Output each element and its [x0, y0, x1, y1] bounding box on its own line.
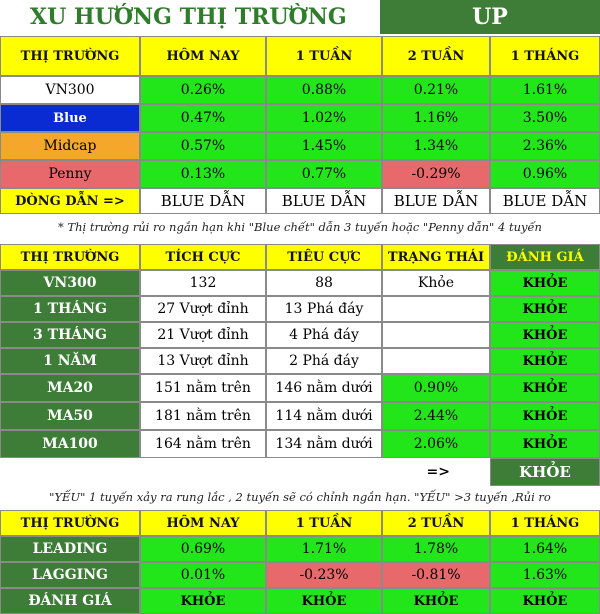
table-cell: 0.69% [140, 536, 266, 562]
table-cell: 1.71% [266, 536, 382, 562]
table-row [0, 322, 600, 348]
table-cell: 0.01% [140, 562, 266, 588]
row-label: DÒNG DẪN => [0, 188, 140, 214]
table-cell: 134 nằm dưới [266, 430, 382, 458]
trend-status-badge: UP [380, 0, 600, 34]
table-row [0, 562, 600, 588]
table-cell: 132 [140, 270, 266, 296]
column-header: TIÊU CỰC [266, 244, 382, 270]
table-row [0, 374, 600, 402]
column-header: 2 TUẦN [382, 510, 490, 536]
table-cell: 2 Phá đáy [266, 348, 382, 374]
row-label: VN300 [0, 270, 140, 296]
table-cell [382, 322, 490, 348]
row-label: Blue [0, 104, 140, 132]
table-cell: 0.47% [140, 104, 266, 132]
column-header: 1 THÁNG [490, 36, 600, 76]
row-label: 1 THÁNG [0, 296, 140, 322]
table-cell: 0.96% [490, 160, 600, 188]
table-cell [382, 348, 490, 374]
table-cell: 0.90% [382, 374, 490, 402]
column-header: 2 TUẦN [382, 36, 490, 76]
row-label: 1 NĂM [0, 348, 140, 374]
column-header: 1 TUẦN [266, 510, 382, 536]
table-cell: 164 nằm trên [140, 430, 266, 458]
table-cell: 0.88% [266, 76, 382, 104]
table-row [0, 296, 600, 322]
column-header: HÔM NAY [140, 36, 266, 76]
risk-note: * Thị trường rủi ro ngắn hạn khi "Blue chết" dẫn 3 tuyến hoặc "Penny dẫn" 4 tuyến [58, 220, 542, 234]
table-cell: 1.02% [266, 104, 382, 132]
row-label: LEADING [0, 536, 140, 562]
table-cell: 2.44% [382, 402, 490, 430]
table-cell: 27 Vượt đỉnh [140, 296, 266, 322]
column-header: ĐÁNH GIÁ [490, 244, 600, 270]
table-cell: KHỎE [140, 588, 266, 614]
table-cell: KHỎE [266, 588, 382, 614]
table-cell: 1.63% [490, 562, 600, 588]
title-row [0, 0, 600, 34]
summary-arrow: => [426, 464, 450, 480]
table-cell: -0.23% [266, 562, 382, 588]
column-header: THỊ TRƯỜNG [0, 36, 140, 76]
column-header: 1 THÁNG [490, 510, 600, 536]
table-cell: KHỎE [490, 348, 600, 374]
table-cell: 88 [266, 270, 382, 296]
table-cell: BLUE DẪN [266, 188, 382, 214]
table-row [0, 588, 600, 614]
table-cell: Khỏe [382, 270, 490, 296]
table-cell: 4 Phá đáy [266, 322, 382, 348]
table-cell: 1.45% [266, 132, 382, 160]
table-row [0, 430, 600, 458]
table-cell: BLUE DẪN [382, 188, 490, 214]
table1-header-row [0, 36, 600, 76]
table-cell: KHỎE [490, 430, 600, 458]
table-cell: 21 Vượt đỉnh [140, 322, 266, 348]
table-cell: 1.16% [382, 104, 490, 132]
table-cell: BLUE DẪN [140, 188, 266, 214]
table-cell: 0.13% [140, 160, 266, 188]
row-label: Penny [0, 160, 140, 188]
table-cell [382, 296, 490, 322]
table-row [0, 160, 600, 188]
table-cell: 1.61% [490, 76, 600, 104]
row-label: Midcap [0, 132, 140, 160]
table-cell: KHỎE [490, 402, 600, 430]
row-label: MA20 [0, 374, 140, 402]
table-cell: 146 nằm dưới [266, 374, 382, 402]
column-header: THỊ TRƯỜNG [0, 244, 140, 270]
table-cell: 1.78% [382, 536, 490, 562]
summary-row [0, 458, 600, 486]
column-header: 1 TUẦN [266, 36, 382, 76]
table-cell: 114 nằm dưới [266, 402, 382, 430]
table-cell: 13 Vượt đỉnh [140, 348, 266, 374]
table-cell: KHỎE [490, 322, 600, 348]
table-row [0, 348, 600, 374]
table-row [0, 76, 600, 104]
weakness-note: "YẾU" 1 tuyến xảy ra rung lắc , 2 tuyến sẽ có chỉnh ngắn hạn. "YẾU" >3 tuyến ,Rủi ro [49, 490, 551, 504]
table-row [0, 104, 600, 132]
row-label: ĐÁNH GIÁ [0, 588, 140, 614]
table-cell: 0.57% [140, 132, 266, 160]
table-cell: 181 nằm trên [140, 402, 266, 430]
table-cell: 2.36% [490, 132, 600, 160]
table-cell: -0.81% [382, 562, 490, 588]
page-title: XU HƯỚNG THỊ TRƯỜNG [0, 0, 380, 34]
table-cell: -0.29% [382, 160, 490, 188]
table3-header-row [0, 510, 600, 536]
table-cell: 13 Phá đáy [266, 296, 382, 322]
table-row [0, 132, 600, 160]
table-cell: 2.06% [382, 430, 490, 458]
table-cell: KHỎE [490, 374, 600, 402]
table2-header-row [0, 244, 600, 270]
row-label: 3 THÁNG [0, 322, 140, 348]
column-header: TÍCH CỰC [140, 244, 266, 270]
table-cell: 0.26% [140, 76, 266, 104]
column-header: HÔM NAY [140, 510, 266, 536]
table-row [0, 270, 600, 296]
row-label: MA50 [0, 402, 140, 430]
table-cell: 0.77% [266, 160, 382, 188]
table-cell: KHỎE [490, 270, 600, 296]
column-header: TRẠNG THÁI [382, 244, 490, 270]
table-cell: 1.34% [382, 132, 490, 160]
table-cell: KHỎE [490, 296, 600, 322]
table-cell: 3.50% [490, 104, 600, 132]
row-label: MA100 [0, 430, 140, 458]
table-cell: 0.21% [382, 76, 490, 104]
table-row [0, 402, 600, 430]
table-cell: KHỎE [382, 588, 490, 614]
table-cell: KHỎE [490, 588, 600, 614]
table-cell: BLUE DẪN [490, 188, 600, 214]
row-label: VN300 [0, 76, 140, 104]
summary-evaluation: KHỎE [490, 458, 600, 486]
table-cell: 151 nằm trên [140, 374, 266, 402]
table-row [0, 536, 600, 562]
table-cell: 1.64% [490, 536, 600, 562]
leading-row [0, 188, 600, 214]
column-header: THỊ TRƯỜNG [0, 510, 140, 536]
row-label: LAGGING [0, 562, 140, 588]
